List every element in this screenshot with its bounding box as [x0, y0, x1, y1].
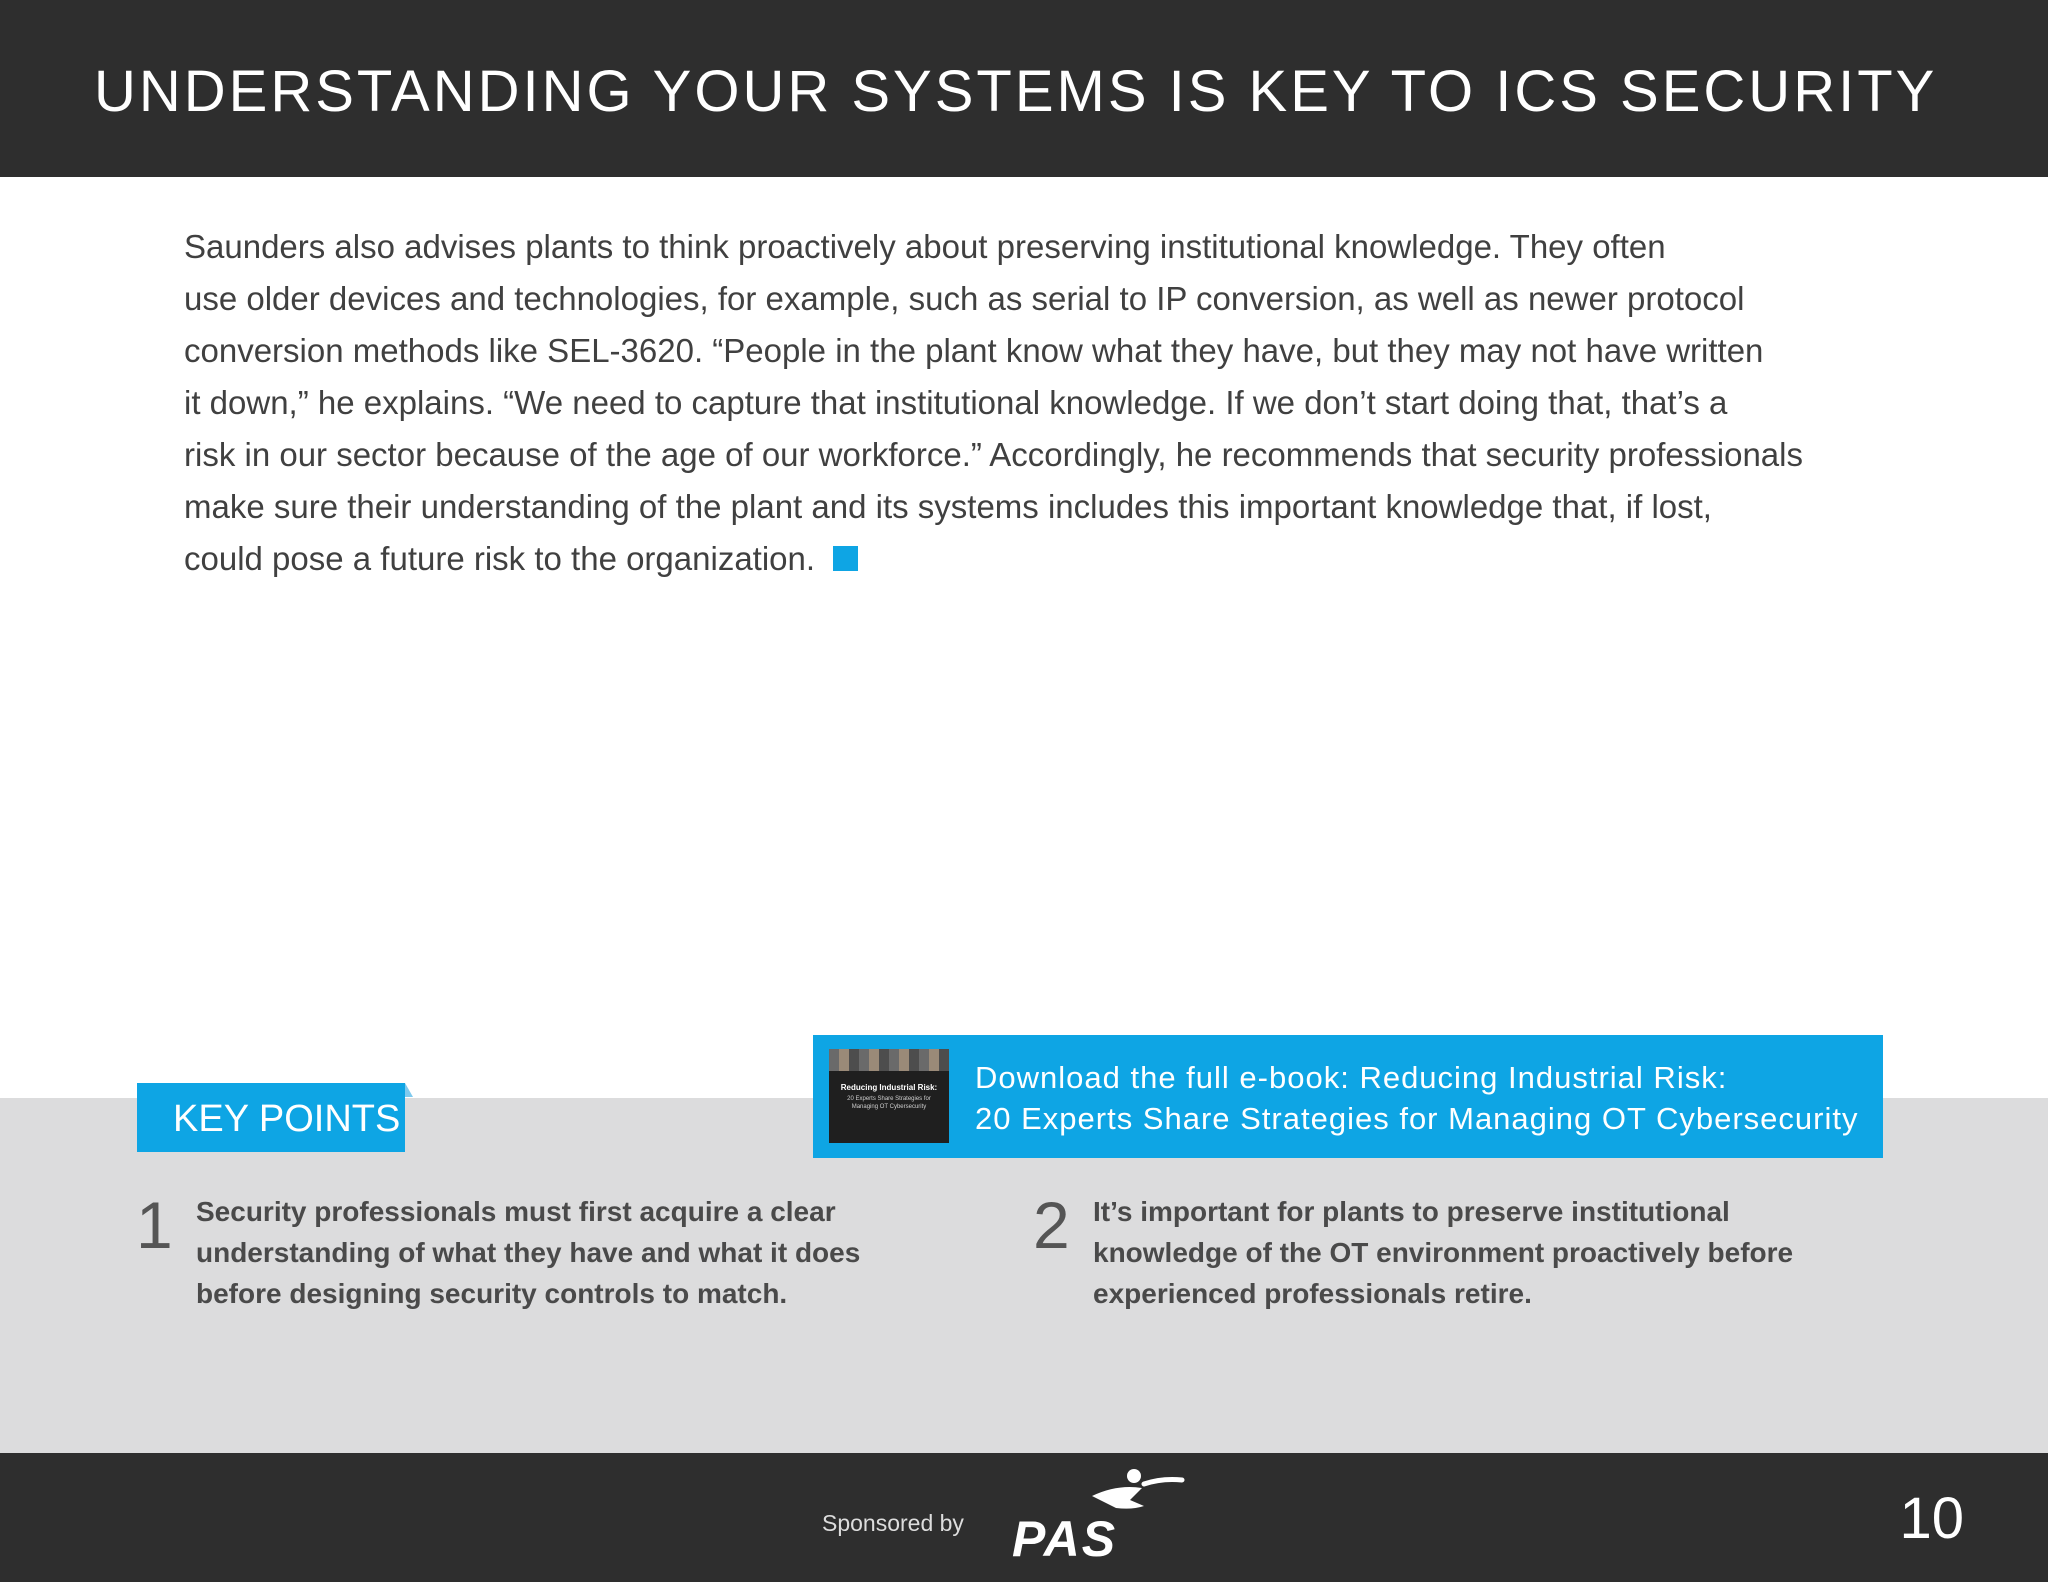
key-point-text: Security professionals must first acquire a clear understanding of what they have and what it does before designing security controls to match.	[196, 1196, 861, 1309]
pas-logo	[1012, 1470, 1182, 1565]
key-points-tab	[137, 1083, 405, 1152]
sponsored-by-label: Sponsored by	[822, 1510, 964, 1536]
download-line-1: Download the full e-book: Reducing Industrial Risk:	[975, 1060, 1728, 1095]
logo-wordmark: PAS	[1012, 1511, 1118, 1567]
page-number: 10	[1899, 1486, 1964, 1551]
cover-title: Reducing Industrial Risk:	[840, 1083, 938, 1092]
download-ebook-link[interactable]	[813, 1035, 1883, 1158]
body-line: risk in our sector because of the age of our workforce.” Accordingly, he recommends that security professionals	[184, 436, 1803, 473]
key-points-label: KEY POINTS	[173, 1098, 401, 1140]
end-of-article-square-icon	[833, 546, 858, 571]
body-paragraph	[184, 221, 1904, 585]
body-line: could pose a future risk to the organization.	[184, 540, 816, 577]
cover-subtitle: 20 Experts Share Strategies for Managing OT Cybersecurity	[847, 1096, 931, 1110]
page-title: UNDERSTANDING YOUR SYSTEMS IS KEY TO ICS SECURITY	[94, 59, 1938, 124]
body-line: conversion methods like SEL-3620. “People in the plant know what they have, but they may not have written	[184, 332, 1764, 369]
cover-photo-strip	[829, 1049, 949, 1071]
download-line-2: 20 Experts Share Strategies for Managing OT Cybersecurity	[975, 1101, 1859, 1136]
body-line: Saunders also advises plants to think proactively about preserving institutional knowledge. They often	[184, 228, 1666, 265]
body-line: it down,” he explains. “We need to capture that institutional knowledge. If we don’t start doing that, that’s a	[184, 384, 1728, 421]
key-point-number: 2	[1033, 1188, 1070, 1262]
page-header	[0, 0, 2048, 177]
download-text	[975, 1057, 1858, 1139]
key-point-text: It’s important for plants to preserve institutional knowledge of the OT environment proactively before experienced professionals retire.	[1093, 1196, 1794, 1309]
body-line: use older devices and technologies, for example, such as serial to IP conversion, as well as newer protocol	[184, 280, 1745, 317]
ebook-cover-thumbnail	[829, 1049, 949, 1143]
body-line: make sure their understanding of the plant and its systems includes this important knowledge that, if lost,	[184, 488, 1712, 525]
key-point-number: 1	[136, 1188, 173, 1262]
tab-fold-decoration	[405, 1083, 413, 1097]
